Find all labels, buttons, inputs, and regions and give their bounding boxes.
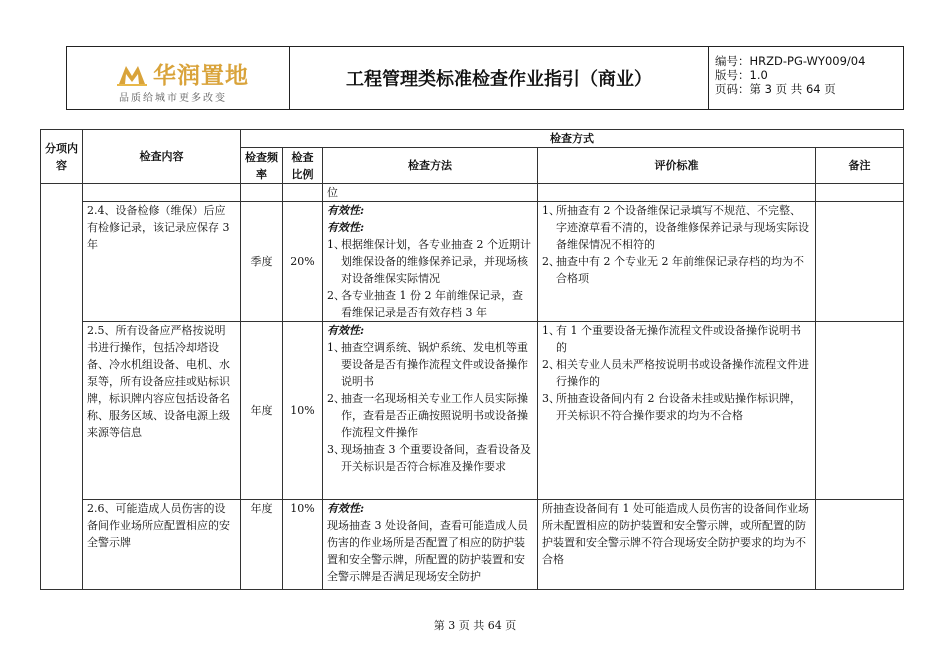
company-logo: [67, 47, 290, 109]
row-ratio: 10%: [283, 500, 323, 590]
logo-name: 华润置地: [153, 63, 249, 89]
table-row: [41, 322, 904, 500]
header-ratio: 检查比例: [283, 148, 323, 184]
method-title: 有效性:: [327, 324, 365, 337]
row-method: [323, 500, 538, 590]
row-frequency: 季度: [241, 202, 283, 322]
document-page: 页码：第 3 页 共 64 页: [715, 82, 836, 96]
row-content: 2.6、可能造成人员伤害的设备间作业场所应配置相应的安全警示牌: [83, 500, 241, 590]
row-method: [323, 322, 538, 500]
row-remarks: [816, 202, 904, 322]
logo-slogan: 品质给城市更多改变: [119, 93, 227, 104]
row-ratio: 20%: [283, 202, 323, 322]
row-remarks: [816, 322, 904, 500]
method-title: 有效性:: [327, 204, 365, 217]
document-meta: [709, 47, 903, 109]
list-item: 3、 所抽查设备间内有 2 台设备未挂或贴操作标识牌，开关标识不符合操作要求的均为不合格: [542, 392, 801, 422]
list-item: 1、 抽查空调系统、锅炉系统、发电机等重要设备是否有操作流程文件或设备操作说明书: [327, 341, 528, 388]
header-remarks: 备注: [816, 148, 904, 184]
method-text: 现场抽查 3 处设备间，查看可能造成人员伤害的作业场所是否配置了相应的防护装置和安全警示牌，所配置的防护装置和安全警示牌是否满足现场安全防护: [327, 519, 528, 583]
header-content: 检查内容: [83, 130, 241, 184]
document-version: 版号：1.0: [715, 68, 768, 82]
table-row: [41, 202, 904, 322]
row-content: 2.4、设备检修（维保）后应有检修记录，该记录应保存 3 年: [83, 202, 241, 322]
list-item: 2、 抽查一名现场相关专业工作人员实际操作，查看是否正确按照说明书或设备操作流程文件操作: [327, 392, 528, 439]
list-item: 1、 根据维保计划，各专业抽查 2 个近期计划维保设备的维修保养记录，并现场核对设备维保实际情况: [327, 238, 531, 285]
row-criteria: 所抽查设备间有 1 处可能造成人员伤害的设备间作业场所未配置相应的防护装置和安全警示牌，或所配置的防护装置和安全警示牌不符合现场安全防护要求的均为不合格: [538, 500, 816, 590]
header-frequency: 检查频率: [241, 148, 283, 184]
table-row: [41, 500, 904, 590]
item-cell: [41, 184, 83, 590]
header-criteria: 评价标准: [538, 148, 816, 184]
list-item: 3、 现场抽查 3 个重要设备间，查看设备及开关标识是否符合标准及操作要求: [327, 443, 531, 473]
document-header: [66, 46, 904, 110]
document-code: 编号：HRZD-PG-WY009/04: [715, 54, 866, 68]
row-remarks: [816, 500, 904, 590]
row-criteria: [538, 202, 816, 322]
table-row: [41, 184, 904, 202]
continuation-text: 位: [323, 184, 538, 202]
logo-mark-icon: [117, 60, 147, 86]
page-footer: 第 3 页 共 64 页: [433, 619, 517, 632]
method-title: 有效性:: [327, 502, 365, 515]
document-title: 工程管理类标准检查作业指引（商业）: [290, 47, 709, 109]
row-criteria: [538, 322, 816, 500]
row-ratio: 10%: [283, 322, 323, 500]
list-item: 1、 有 1 个重要设备无操作流程文件或设备操作说明书的: [542, 324, 801, 354]
list-item: 2、 各专业抽查 1 份 2 年前维保记录，查看维保记录是否有效存档 3 年: [327, 289, 523, 319]
header-item: 分项内容: [41, 130, 83, 184]
row-method: [323, 202, 538, 322]
method-subtitle: 有效性:: [327, 221, 365, 234]
row-content: 2.5、所有设备应严格按说明书进行操作，包括冷却塔设备、冷水机组设备、电机、水泵等，所有设备应挂或贴标识牌，标识牌内容应包括设备名称、服务区域、设备电源上级来源等信息: [83, 322, 241, 500]
inspection-table: [40, 129, 904, 590]
header-method: 检查方法: [323, 148, 538, 184]
list-item: 2、 相关专业人员未严格按说明书或设备操作流程文件进行操作的: [542, 358, 809, 388]
header-method-group: 检查方式: [241, 130, 904, 148]
list-item: 1、 所抽查有 2 个设备维保记录填写不规范、不完整、字迹潦草看不清的，设备维修保养记录与现场实际设备维保情况不相符的: [542, 204, 809, 251]
row-frequency: 年度: [241, 500, 283, 590]
list-item: 2、 抽查中有 2 个专业无 2 年前维保记录存档的均为不合格项: [542, 255, 804, 285]
row-frequency: 年度: [241, 322, 283, 500]
